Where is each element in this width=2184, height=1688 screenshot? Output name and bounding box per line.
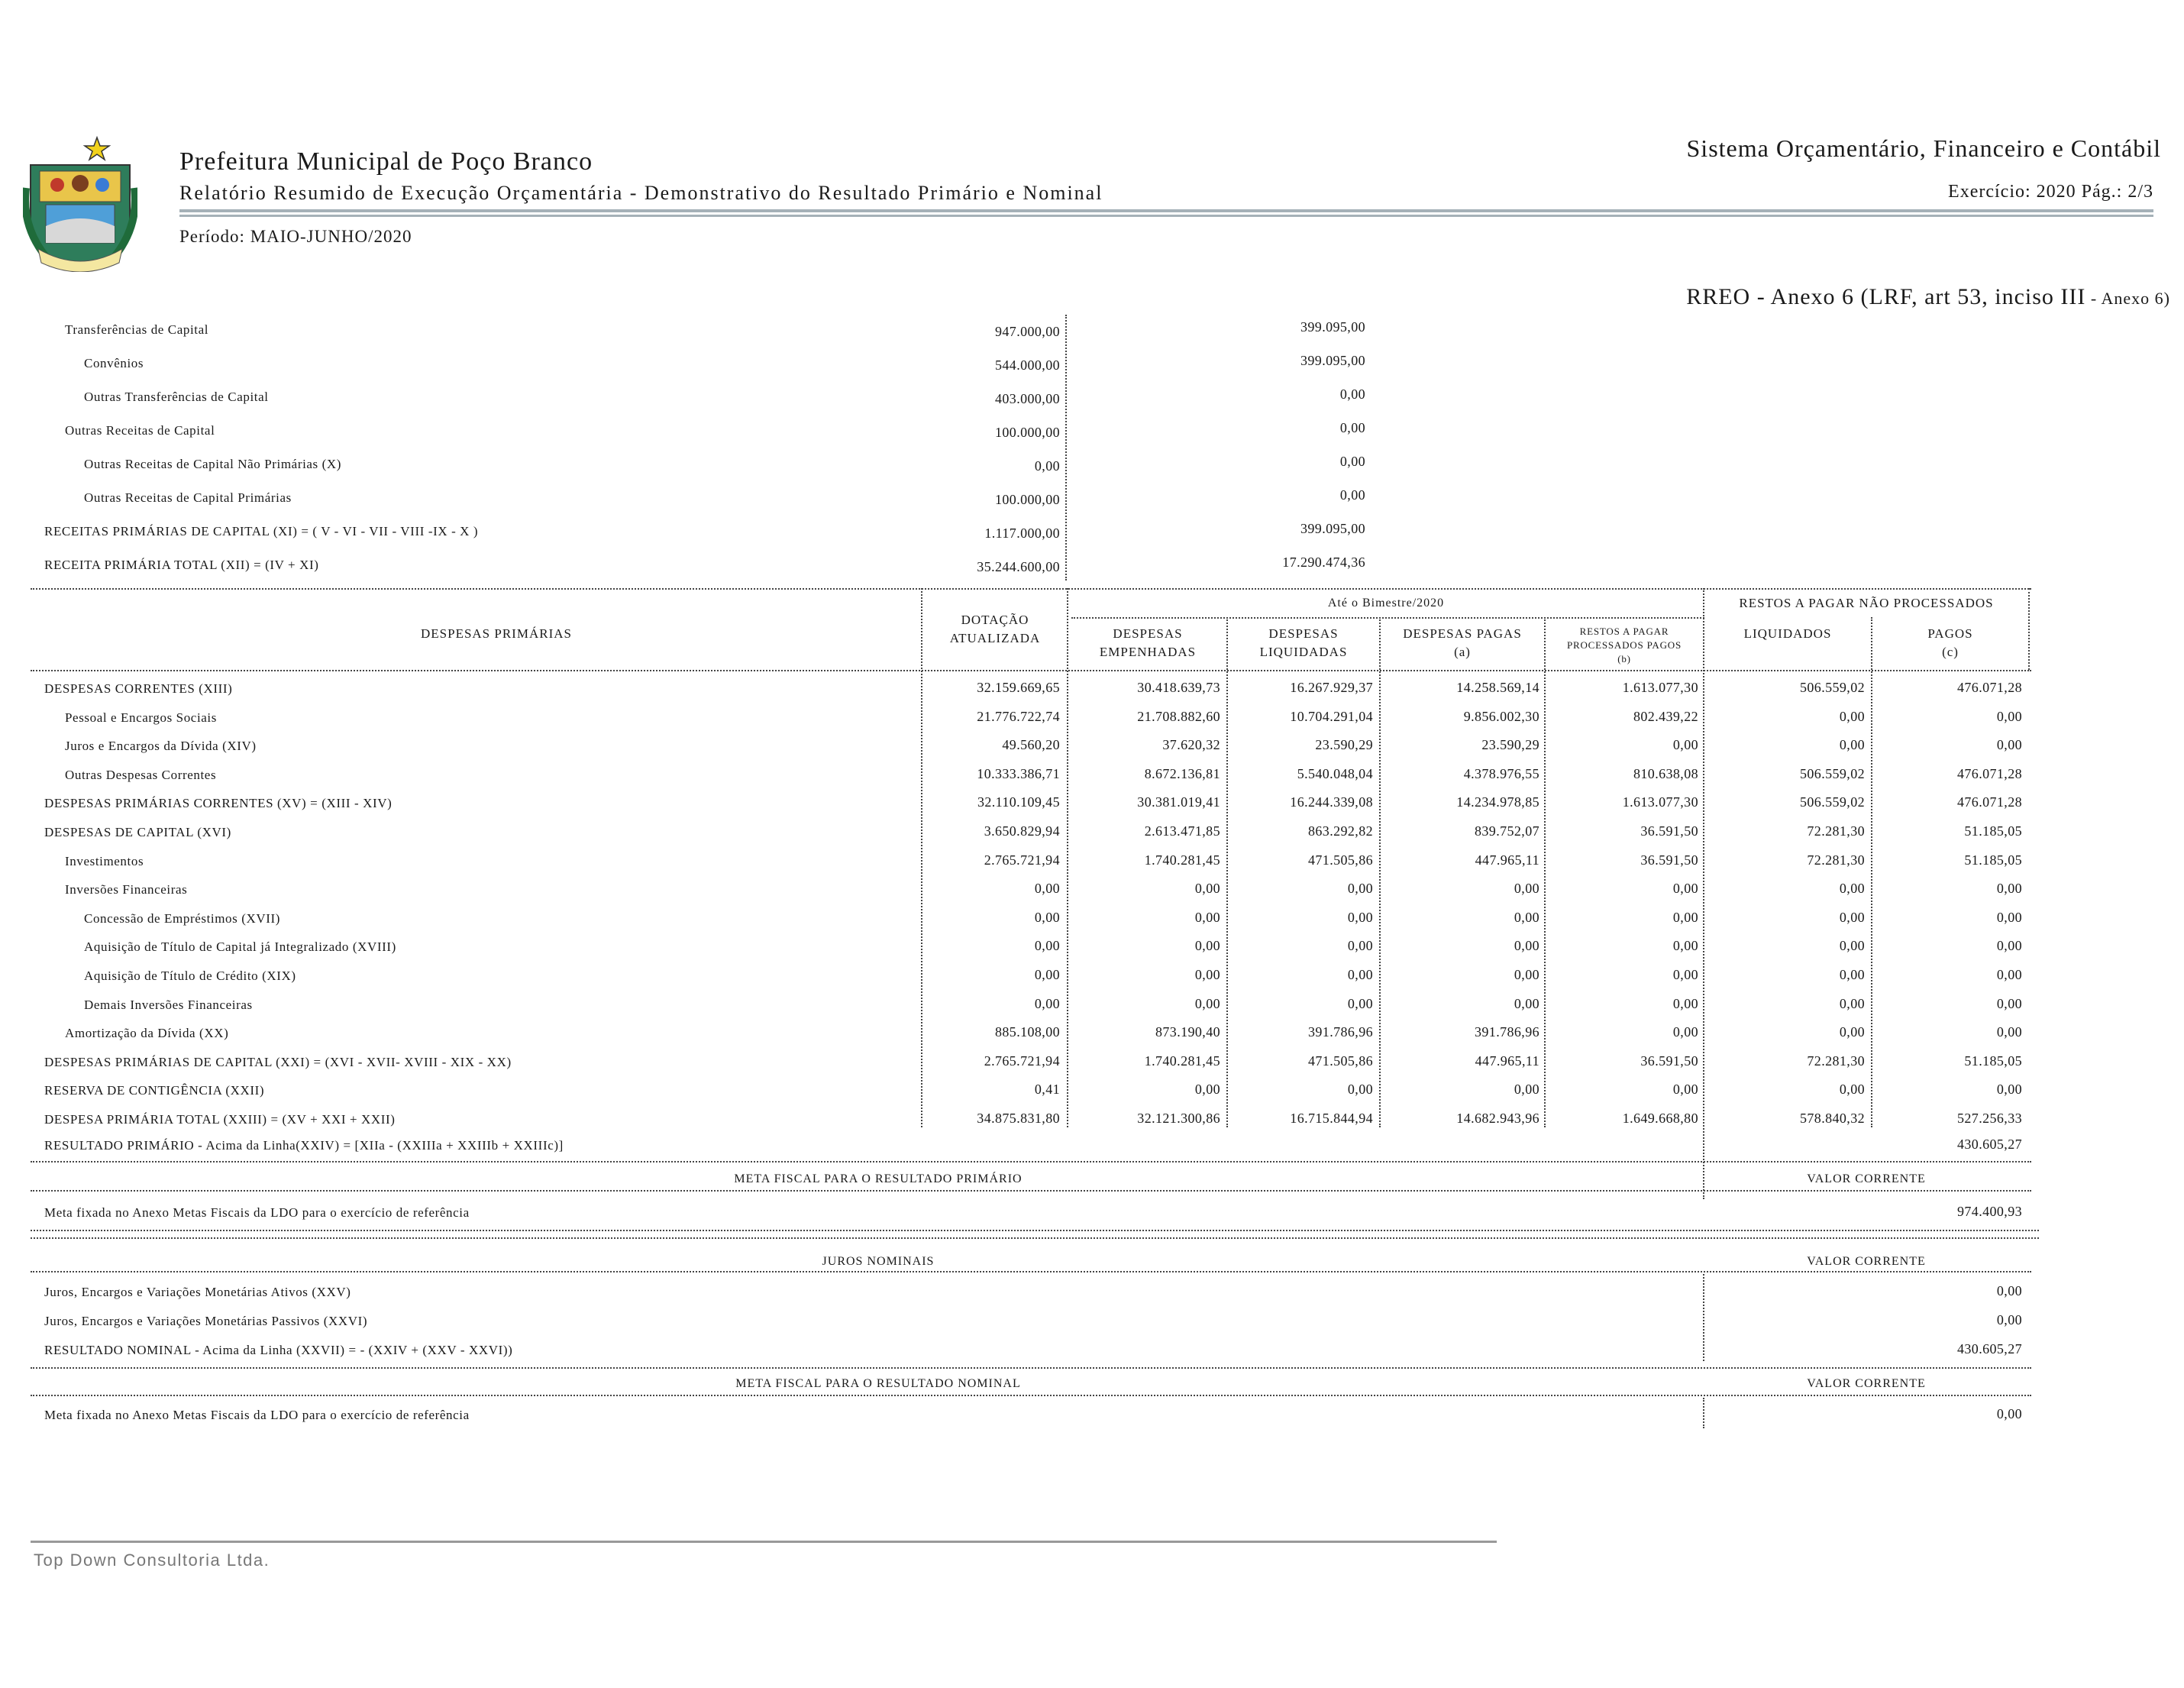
expense-row-label: Amortização da Dívida (XX) [65,1026,229,1041]
expense-row-value: 0,00 [1194,909,1220,925]
header-dotacao: DOTAÇÃO [961,613,1029,627]
table-rule [31,1190,2031,1192]
expense-row-value: 14.234.978,85 [1456,794,1539,810]
expense-row-value: 0,00 [1996,938,2022,954]
expense-row-label: DESPESAS DE CAPITAL (XVI) [44,825,231,839]
expense-row-label: Outras Despesas Correntes [65,767,217,782]
nominal-goal-col: VALOR CORRENTE [1807,1377,1926,1390]
revenue-row-forecast: 35.244.600,00 [977,559,1060,574]
expense-row-value: 506.559,02 [1800,765,1865,781]
header-liquidadas: DESPESAS [1268,626,1339,641]
expense-row-value: 0,00 [1347,995,1373,1011]
expense-row-value: 0,41 [1034,1082,1060,1098]
expense-row-value: 0,00 [1839,737,1865,753]
expense-row-value: 0,00 [1839,967,1865,982]
expense-row-value: 8.672.136,81 [1144,765,1220,781]
revenue-row-label: RECEITAS PRIMÁRIAS DE CAPITAL (XI) = ( V - VI - VII - VIII -IX - X ) [44,524,479,538]
interest-col: VALOR CORRENTE [1807,1255,1926,1268]
expense-row-value: 2.765.721,94 [984,1053,1060,1069]
table-rule [1071,617,1704,619]
expense-row-value: 36.591,50 [1640,823,1698,839]
expense-row-value: 0,00 [1996,737,2022,753]
interest-row-label: RESULTADO NOMINAL - Acima da Linha (XXVII) = - (XXIV + (XXV - XXVI)) [44,1343,513,1357]
expense-row-value: 30.418.639,73 [1137,680,1220,695]
expense-row-value: 21.708.882,60 [1137,708,1220,724]
revenue-row-realized: 399.095,00 [1300,319,1365,335]
expense-row-value: 0,00 [1347,881,1373,897]
expense-row-value: 863.292,82 [1308,823,1373,839]
header-restos: RESTOS A PAGAR NÃO PROCESSADOS [1739,596,1994,610]
primary-goal-col: VALOR CORRENTE [1807,1172,1926,1185]
footer-company: Top Down Consultoria Ltda. [34,1551,270,1570]
revenue-row-forecast: 544.000,00 [995,357,1060,373]
interest-row-value: 430.605,27 [1957,1341,2022,1357]
revenue-row-label: Convênios [84,356,144,370]
revenue-row-label: Outras Receitas de Capital Primárias [84,490,292,505]
primary-goal-label: Meta fixada no Anexo Metas Fiscais da LDO para o exercício de referência [44,1205,470,1220]
header-rp-pagos-c: (c) [1942,645,1959,659]
revenue-row-label: Outras Transferências de Capital [84,390,269,404]
revenue-row-label: Outras Receitas de Capital Não Primárias (X) [84,457,342,471]
expense-row-value: 2.765.721,94 [984,852,1060,868]
revenue-row-forecast: 100.000,00 [995,425,1060,440]
expense-row-value: 0,00 [1996,1082,2022,1098]
expense-row-label: Inversões Financeiras [65,882,188,897]
expense-row-value: 0,00 [1672,967,1698,982]
expense-row-value: 0,00 [1514,1082,1539,1098]
expense-row-value: 3.650.829,94 [984,823,1060,839]
table-rule [31,1230,2039,1231]
revenue-row-realized: 0,00 [1339,454,1365,469]
annex-reference: RREO - Anexo 6 (LRF, art 53, inciso III - Anexo 6) [1686,284,2170,309]
expense-row-value: 0,00 [1839,938,1865,954]
table-rule [31,1161,2031,1163]
header-divider [179,215,2153,217]
expense-row-value: 0,00 [1194,1082,1220,1098]
expense-row-value: 810.638,08 [1633,765,1698,781]
expense-row-value: 471.505,86 [1308,1053,1373,1069]
table-rule [2028,588,2030,670]
table-rule [31,1237,2039,1239]
nominal-goal-header: META FISCAL PARA O RESULTADO NOMINAL [735,1377,1021,1390]
table-rule [1703,1398,1704,1428]
expense-row-value: 32.121.300,86 [1137,1111,1220,1126]
revenue-row-label: RECEITA PRIMÁRIA TOTAL (XII) = (IV + XI) [44,558,319,572]
expense-row-value: 0,00 [1839,1024,1865,1040]
report-period: Período: MAIO-JUNHO/2020 [179,227,412,246]
expense-row-value: 506.559,02 [1800,794,1865,810]
expense-row-value: 23.590,29 [1315,737,1373,753]
expense-row-label: RESERVA DE CONTIGÊNCIA (XXII) [44,1083,265,1098]
table-rule [1703,1274,1704,1361]
header-divider [179,209,2153,212]
expense-row-value: 0,00 [1672,1082,1698,1098]
expense-row-value: 1.740.281,45 [1144,1053,1220,1069]
expense-row-value: 476.071,28 [1957,794,2022,810]
expense-row-value: 34.875.831,80 [977,1111,1060,1126]
page-title: Prefeitura Municipal de Poço Branco [179,147,593,176]
revenue-row-label: Outras Receitas de Capital [65,423,215,438]
footer-divider [31,1541,1497,1543]
expense-row-value: 1.649.668,80 [1622,1111,1698,1126]
expense-header-label: DESPESAS PRIMÁRIAS [421,626,572,641]
municipal-crest-logo [23,134,137,272]
expense-row-value: 0,00 [1672,881,1698,897]
expense-row-value: 0,00 [1194,938,1220,954]
expense-row-value: 51.185,05 [1964,1053,2022,1069]
expense-row-value: 0,00 [1034,938,1060,954]
header-rp-pagos: PROCESSADOS PAGOS [1566,639,1682,651]
expense-row-value: 802.439,22 [1633,708,1698,724]
expense-row-value: 51.185,05 [1964,823,2022,839]
expense-row-value: 32.159.669,65 [977,680,1060,695]
expense-row-label: Demais Inversões Financeiras [84,997,253,1012]
expense-row-value: 32.110.109,45 [977,794,1060,810]
expense-row-value: 14.258.569,14 [1456,680,1539,695]
expense-row-value: 885.108,00 [995,1024,1060,1040]
expense-row-value: 0,00 [1514,881,1539,897]
expense-row-value: 873.190,40 [1155,1024,1220,1040]
expense-row-value: 0,00 [1672,938,1698,954]
expense-row-value: 10.704.291,04 [1290,708,1373,724]
expense-row-value: 0,00 [1839,708,1865,724]
expense-row-value: 578.840,32 [1800,1111,1865,1126]
expense-row-label: DESPESAS PRIMÁRIAS CORRENTES (XV) = (XIII - XIV) [44,796,393,811]
expense-row-value: 0,00 [1839,881,1865,897]
nominal-goal-value: 0,00 [1996,1406,2022,1421]
interest-row-label: Juros, Encargos e Variações Monetárias Ativos (XXV) [44,1285,351,1299]
revenue-row-forecast: 100.000,00 [995,492,1060,507]
expense-row-value: 0,00 [1672,737,1698,753]
expense-row-value: 37.620,32 [1162,737,1220,753]
expense-row-value: 0,00 [1347,938,1373,954]
expense-row-value: 0,00 [1034,881,1060,897]
header-ate-bimestre: Até o Bimestre/2020 [1327,597,1445,610]
expense-row-value: 0,00 [1347,909,1373,925]
report-subtitle: Relatório Resumido de Execução Orçamentária - Demonstrativo do Resultado Primário e Nominal [179,182,1103,204]
expense-row-value: 1.613.077,30 [1622,680,1698,695]
expense-row-value: 0,00 [1034,967,1060,982]
expense-row-value: 447.965,11 [1475,1053,1539,1069]
revenue-row-realized: 0,00 [1339,420,1365,435]
expense-row-value: 391.786,96 [1308,1024,1373,1040]
expense-row-value: 476.071,28 [1957,765,2022,781]
expense-row-value: 0,00 [1672,995,1698,1011]
table-rule [31,1271,2031,1272]
table-rule [31,588,2031,590]
expense-row-label: Pessoal e Encargos Sociais [65,710,217,725]
expense-row-label: Investimentos [65,853,144,868]
expense-row-value: 0,00 [1514,938,1539,954]
primary-result-value: 430.605,27 [1957,1137,2022,1152]
expense-row-label: Aquisição de Título de Crédito (XIX) [84,968,296,983]
revenue-row-forecast: 403.000,00 [995,391,1060,406]
expense-row-value: 2.613.471,85 [1144,823,1220,839]
header-empenhadas: EMPENHADAS [1099,645,1197,659]
expense-row-value: 0,00 [1194,967,1220,982]
expense-row-value: 447.965,11 [1475,852,1539,868]
expense-row-value: 0,00 [1034,909,1060,925]
expense-row-value: 9.856.002,30 [1463,708,1539,724]
revenue-row-forecast: 0,00 [1034,458,1060,474]
header-liquidadas: LIQUIDADAS [1259,645,1348,659]
header-dotacao: ATUALIZADA [949,631,1041,645]
revenue-row-realized: 0,00 [1339,487,1365,503]
interest-row-value: 0,00 [1996,1283,2022,1298]
expense-row-value: 0,00 [1839,1082,1865,1098]
expense-row-label: DESPESA PRIMÁRIA TOTAL (XXIII) = (XV + XXI + XXII) [44,1112,396,1127]
expense-row-value: 21.776.722,74 [977,708,1060,724]
revenue-row-realized: 399.095,00 [1300,521,1365,536]
expense-row-value: 0,00 [1514,967,1539,982]
expense-row-value: 51.185,05 [1964,852,2022,868]
header-pagas: (a) [1454,645,1471,659]
expense-row-value: 0,00 [1347,1082,1373,1098]
expense-row-value: 49.560,20 [1002,737,1060,753]
header-rp-pagos: (b) [1617,653,1631,665]
expense-row-value: 0,00 [1996,881,2022,897]
expense-row-value: 476.071,28 [1957,680,2022,695]
primary-result-label: RESULTADO PRIMÁRIO - Acima da Linha(XXIV) = [XIIa - (XXIIIa + XXIIIb + XXIIIc)] [44,1138,564,1153]
expense-row-value: 0,00 [1347,967,1373,982]
expense-row-label: Aquisição de Título de Capital já Integralizado (XVIII) [84,939,396,955]
expense-row-value: 471.505,86 [1308,852,1373,868]
expense-row-value: 0,00 [1839,909,1865,925]
header-pagas: DESPESAS PAGAS [1403,626,1522,641]
exercise-page-info: Exercício: 2020 Pág.: 2/3 [1948,182,2153,202]
expense-row-value: 23.590,29 [1481,737,1539,753]
expense-row-value: 72.281,30 [1807,823,1865,839]
expense-row-value: 506.559,02 [1800,680,1865,695]
interest-row-label: Juros, Encargos e Variações Monetárias Passivos (XXVI) [44,1314,368,1328]
expense-row-value: 16.715.844,94 [1290,1111,1373,1126]
expense-row-value: 0,00 [1672,1024,1698,1040]
expense-row-value: 0,00 [1996,708,2022,724]
expense-row-value: 72.281,30 [1807,852,1865,868]
expense-row-value: 0,00 [1996,995,2022,1011]
expense-row-value: 0,00 [1514,909,1539,925]
revenue-row-label: Transferências de Capital [65,322,209,337]
expense-row-value: 10.333.386,71 [977,765,1060,781]
expense-row-value: 5.540.048,04 [1297,765,1373,781]
table-rule [31,670,2031,671]
table-rule [1065,315,1067,580]
expense-row-value: 0,00 [1996,967,2022,982]
expense-row-value: 16.244.339,08 [1290,794,1373,810]
expense-row-label: Juros e Encargos da Dívida (XIV) [65,739,257,754]
expense-row-value: 0,00 [1194,881,1220,897]
expense-row-value: 0,00 [1996,909,2022,925]
expense-row-label: DESPESAS CORRENTES (XIII) [44,681,233,696]
primary-goal-header: META FISCAL PARA O RESULTADO PRIMÁRIO [734,1172,1023,1185]
primary-goal-value: 974.400,93 [1957,1204,2022,1219]
system-name: Sistema Orçamentário, Financeiro e Contábil [1686,134,2161,162]
expense-row-value: 14.682.943,96 [1456,1111,1539,1126]
revenue-row-realized: 0,00 [1339,386,1365,402]
interest-header: JUROS NOMINAIS [822,1255,935,1268]
expense-row-value: 16.267.929,37 [1290,680,1373,695]
header-rp-liquidados: LIQUIDADOS [1743,626,1832,641]
expense-row-value: 4.378.976,55 [1463,765,1539,781]
expense-row-value: 391.786,96 [1475,1024,1539,1040]
expense-row-value: 36.591,50 [1640,852,1698,868]
nominal-goal-label: Meta fixada no Anexo Metas Fiscais da LDO para o exercício de referência [44,1408,470,1422]
table-rule [31,1395,2031,1396]
expense-row-value: 0,00 [1672,909,1698,925]
header-rp-pagos-c: PAGOS [1927,626,1973,641]
revenue-row-forecast: 1.117.000,00 [984,525,1060,541]
expense-row-value: 0,00 [1514,995,1539,1011]
expense-row-value: 1.740.281,45 [1144,852,1220,868]
expense-row-value: 72.281,30 [1807,1053,1865,1069]
expense-row-value: 0,00 [1034,995,1060,1011]
revenue-row-forecast: 947.000,00 [995,324,1060,339]
expense-row-value: 839.752,07 [1475,823,1539,839]
header-empenhadas: DESPESAS [1113,626,1183,641]
interest-row-value: 0,00 [1996,1312,2022,1327]
revenue-row-realized: 399.095,00 [1300,353,1365,368]
table-rule [31,1367,2031,1369]
expense-row-value: 1.613.077,30 [1622,794,1698,810]
expense-row-value: 0,00 [1839,995,1865,1011]
expense-row-value: 527.256,33 [1957,1111,2022,1126]
header-rp-pagos: RESTOS A PAGAR [1579,626,1669,637]
expense-row-label: DESPESAS PRIMÁRIAS DE CAPITAL (XXI) = (XVI - XVII- XVIII - XIX - XX) [44,1054,512,1069]
expense-row-value: 36.591,50 [1640,1053,1698,1069]
expense-row-value: 0,00 [1996,1024,2022,1040]
expense-row-value: 0,00 [1194,995,1220,1011]
expense-row-value: 30.381.019,41 [1137,794,1220,810]
expense-row-label: Concessão de Empréstimos (XVII) [84,910,281,926]
revenue-row-realized: 17.290.474,36 [1282,555,1365,570]
